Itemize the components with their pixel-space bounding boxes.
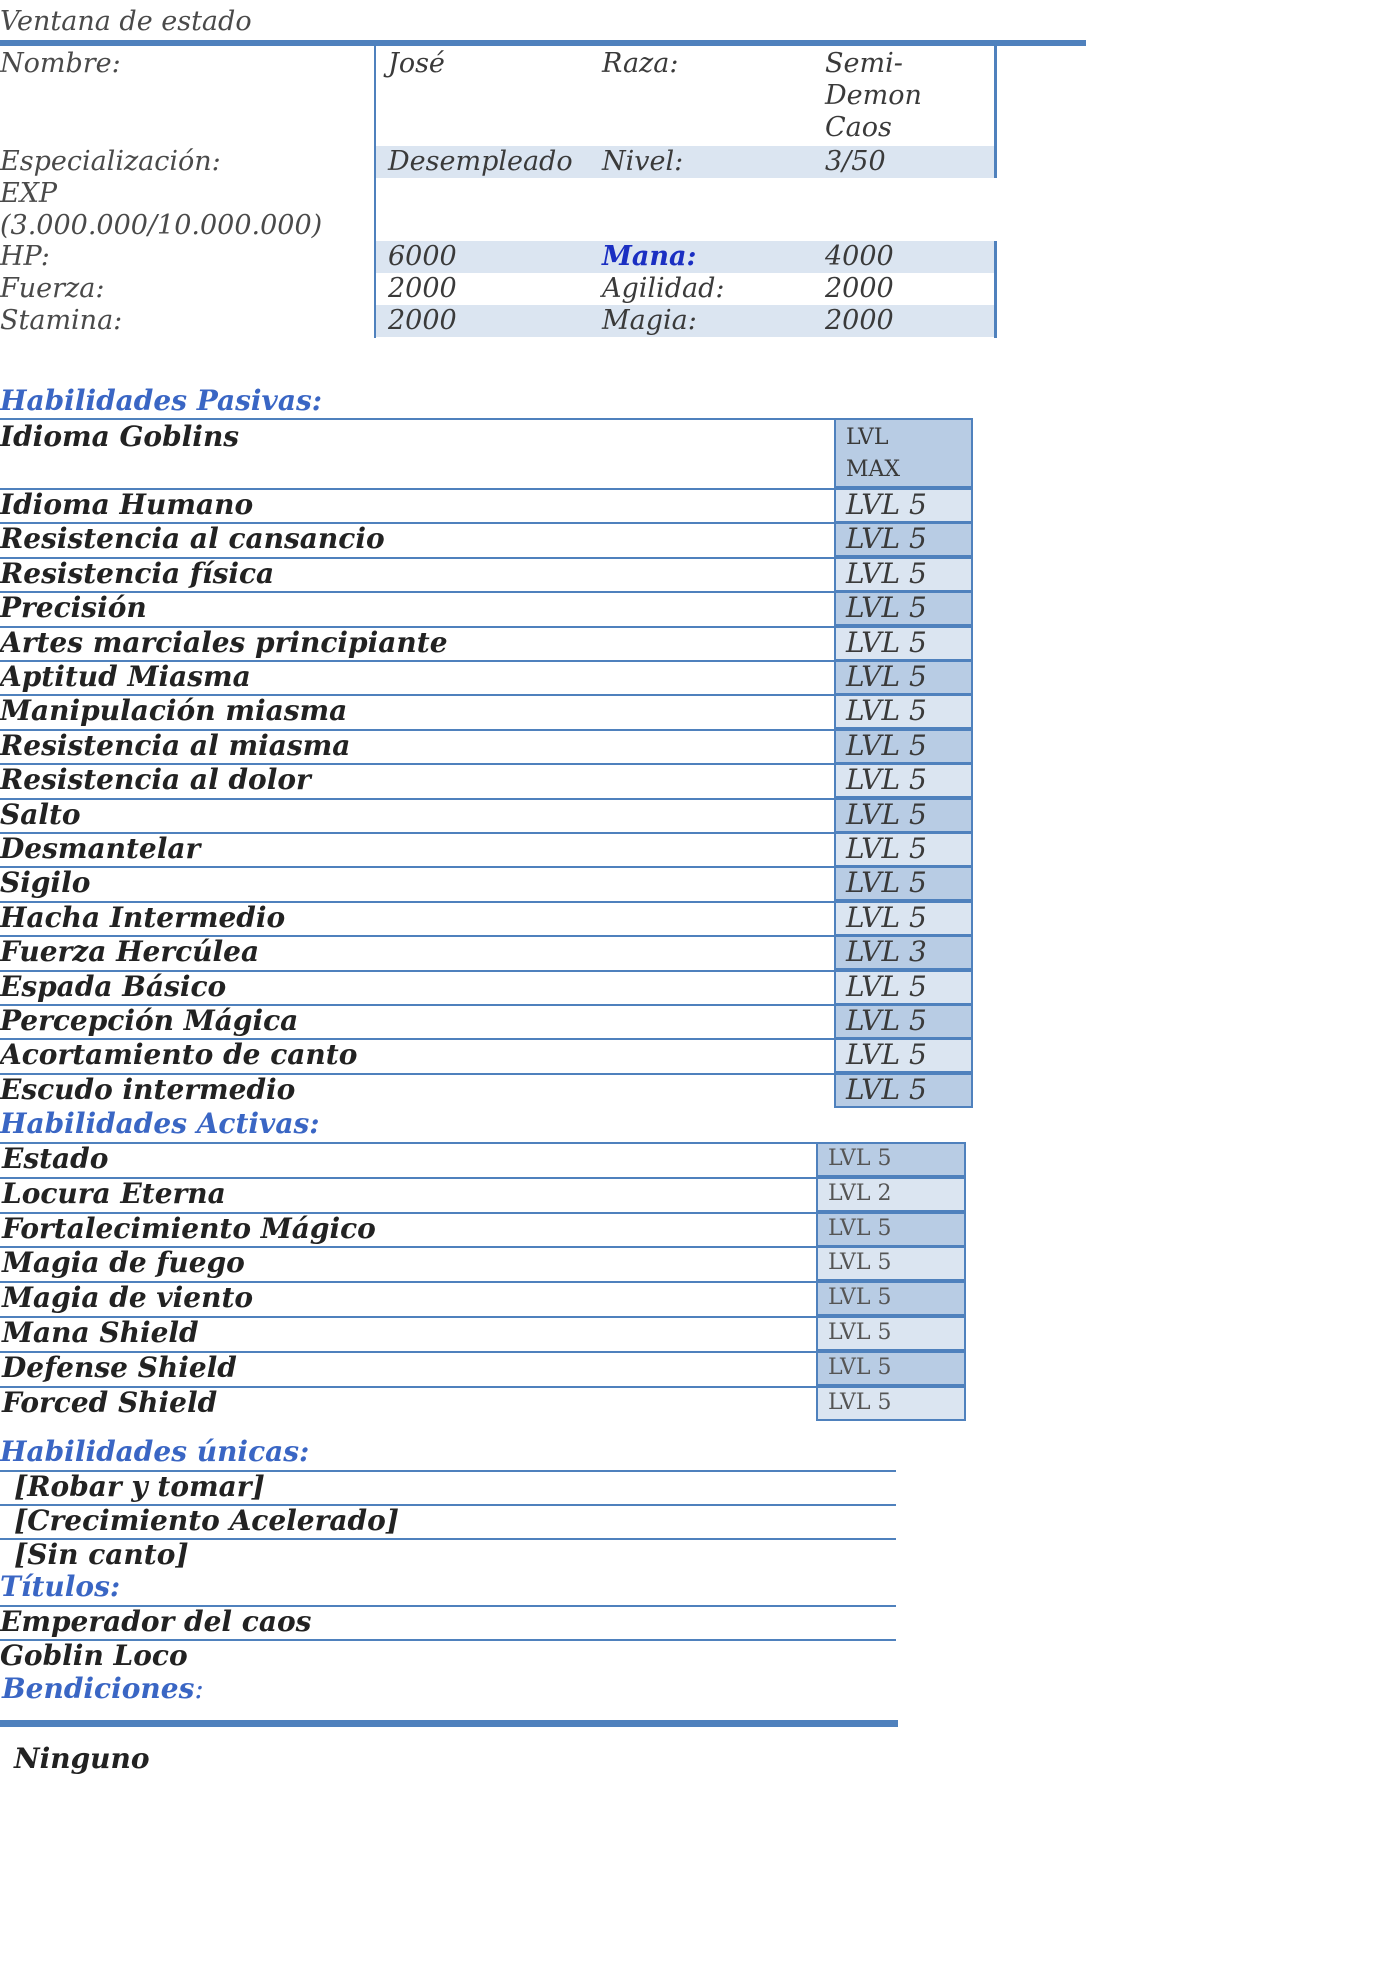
passive-skill-name: Espada Básico (0, 970, 227, 1003)
active-skill-level: LVL 5 (828, 1146, 892, 1171)
passive-skill-name: Percepción Mágica (0, 1004, 299, 1037)
agilidad-value: 2000 (825, 273, 894, 304)
passive-skill-level: LVL 5 (846, 970, 927, 1003)
row-divider (0, 866, 834, 868)
passive-skill-name: Resistencia al dolor (0, 763, 311, 796)
blessings-divider (0, 1720, 898, 1727)
active-skill-level: LVL 5 (828, 1285, 892, 1310)
active-skill-name: Forced Shield (2, 1386, 218, 1419)
passive-skill-level: LVL 5 (846, 488, 927, 521)
passive-skill-level: LVL 5 (846, 557, 927, 590)
blessings-heading-colon: : (194, 1672, 204, 1705)
passive-skill-name: Idioma Humano (0, 488, 254, 521)
passive-skills-heading: Habilidades Pasivas: (0, 384, 323, 417)
passive-skill-name: Manipulación miasma (0, 694, 348, 727)
passive-skill-name: Escudo intermedio (0, 1073, 296, 1106)
row-divider (0, 798, 834, 800)
title-item: Goblin Loco (0, 1639, 188, 1672)
active-skill-name: Locura Eterna (2, 1177, 226, 1210)
passive-skill-level: LVL 5 (846, 660, 927, 693)
active-skill-name: Fortalecimiento Mágico (2, 1212, 376, 1245)
especializacion-value: Desempleado (388, 146, 573, 177)
passive-skill-level-line-2: MAX (846, 457, 901, 482)
passive-skill-level: LVL 5 (846, 522, 927, 555)
title-item: Emperador del caos (0, 1605, 312, 1638)
unique-skill: [Sin canto] (14, 1538, 189, 1571)
passive-skill-name: Resistencia al cansancio (0, 522, 385, 555)
blessings-heading (2, 1672, 204, 1706)
passive-skill-level: LVL 5 (846, 832, 927, 865)
unique-skill: [Crecimiento Acelerado] (14, 1504, 400, 1537)
passive-skill-level: LVL 5 (846, 901, 927, 934)
active-skill-name: Defense Shield (2, 1351, 237, 1384)
title-divider (0, 40, 1086, 46)
passive-skill-name: Hacha Intermedio (0, 901, 286, 934)
hp-label: HP: (0, 241, 50, 272)
raza-value-line-2: Demon (825, 80, 922, 111)
passive-skill-level: LVL 5 (846, 1038, 927, 1071)
active-skill-level: LVL 5 (828, 1355, 892, 1380)
passive-skill-name: Resistencia al miasma (0, 729, 351, 762)
nombre-label: Nombre: (0, 48, 121, 79)
raza-value-line-3: Caos (825, 112, 892, 143)
exp-label: EXP (0, 178, 58, 209)
passive-skill-level-line-1: LVL (846, 425, 889, 450)
passive-skill-name: Precisión (0, 591, 147, 624)
raza-label: Raza: (602, 48, 679, 79)
stamina-value: 2000 (388, 305, 457, 336)
passive-skill-name: Desmantelar (0, 832, 201, 865)
passive-skill-name: Aptitud Miasma (0, 660, 251, 693)
passive-skill-level: LVL 5 (846, 1073, 927, 1106)
blessings-heading-text: Bendiciones (2, 1672, 195, 1705)
active-skill-name: Magia de fuego (2, 1246, 245, 1279)
mana-value: 4000 (825, 241, 894, 272)
active-skills-heading: Habilidades Activas: (0, 1107, 320, 1140)
exp-value: (3.000.000/10.000.000) (0, 210, 323, 241)
page-title: Ventana de estado (0, 6, 252, 37)
raza-value-line-1: Semi- (825, 48, 903, 79)
passive-skill-level: LVL 5 (846, 591, 927, 624)
passive-skill-name: Acortamiento de canto (0, 1038, 358, 1071)
passive-skill-name: Artes marciales principiante (0, 626, 448, 659)
active-skill-name: Estado (2, 1142, 109, 1175)
active-skill-level: LVL 5 (828, 1250, 892, 1275)
passive-skill-level: LVL 5 (846, 763, 927, 796)
fuerza-value: 2000 (388, 273, 457, 304)
passive-skill-level: LVL 3 (846, 935, 927, 968)
active-skill-level: LVL 2 (828, 1181, 892, 1206)
active-skill-level: LVL 5 (828, 1320, 892, 1345)
stamina-label: Stamina: (0, 305, 123, 336)
especializacion-label: Especialización: (0, 146, 221, 177)
passive-skill-name: Idioma Goblins (0, 420, 240, 453)
stats-left-border (374, 46, 376, 338)
passive-skill-name: Resistencia física (0, 557, 275, 590)
active-skill-name: Magia de viento (2, 1281, 254, 1314)
titles-heading: Títulos: (0, 1570, 121, 1603)
passive-skill-level: LVL 5 (846, 626, 927, 659)
nivel-label: Nivel: (602, 146, 684, 177)
passive-skill-level: LVL 5 (846, 729, 927, 762)
passive-skill-name: Salto (0, 798, 81, 831)
nombre-value: José (388, 48, 445, 79)
blessings-value: Ninguno (14, 1742, 150, 1775)
unique-skill: [Robar y tomar] (14, 1470, 265, 1503)
stats-right-border (994, 46, 997, 178)
stats-right-border (994, 241, 997, 338)
active-skill-level: LVL 5 (828, 1390, 892, 1415)
active-skill-name: Mana Shield (2, 1316, 199, 1349)
agilidad-label: Agilidad: (602, 273, 725, 304)
passive-skill-name: Fuerza Hercúlea (0, 935, 260, 968)
passive-skill-level: LVL 5 (846, 866, 927, 899)
hp-value: 6000 (388, 241, 457, 272)
fuerza-label: Fuerza: (0, 273, 105, 304)
magia-value: 2000 (825, 305, 894, 336)
passive-skill-name: Sigilo (0, 866, 91, 899)
unique-skills-heading: Habilidades únicas: (0, 1435, 310, 1468)
passive-skill-level: LVL 5 (846, 1004, 927, 1037)
row-divider (0, 1142, 816, 1144)
nivel-value: 3/50 (825, 146, 886, 177)
passive-skill-level: LVL 5 (846, 798, 927, 831)
magia-label: Magia: (602, 305, 697, 336)
passive-skill-level: LVL 5 (846, 694, 927, 727)
active-skill-level: LVL 5 (828, 1216, 892, 1241)
mana-label: Mana: (602, 241, 697, 272)
